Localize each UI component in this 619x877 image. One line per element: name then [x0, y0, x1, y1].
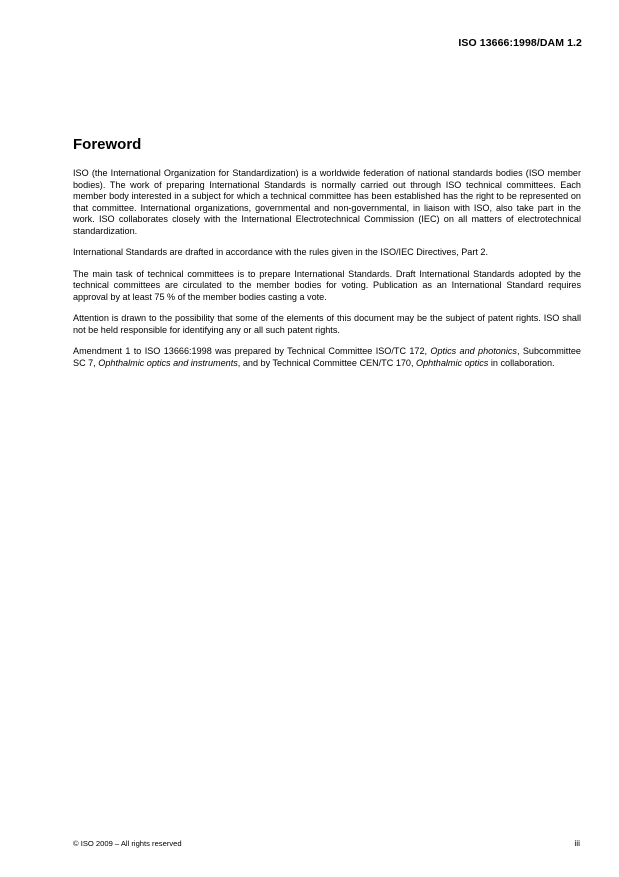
foreword-paragraph-amendment [73, 346, 581, 369]
foreword-paragraph-patents: Attention is drawn to the possibility that some of the elements of this document may be the subject of patent rights. ISO shall not be held responsible for identifying any or all such patent rights. [73, 313, 581, 335]
copyright-notice: © ISO 2009 – All rights reserved [73, 839, 182, 848]
amendment-text-1: Amendment 1 to ISO 13666:1998 was prepared by Technical Committee ISO/TC 172, [73, 346, 431, 356]
foreword-section [73, 136, 581, 379]
amendment-text-4: in collaboration. [488, 357, 555, 368]
page-number: iii [574, 838, 580, 848]
amendment-text-2: , Subcommittee SC 7, [73, 346, 581, 368]
amendment-cen-committee-name: Ophthalmic optics [416, 357, 489, 368]
foreword-paragraph-iso: ISO (the International Organization for Standardization) is a worldwide federation of national standards bodies (ISO member bodies). The work of preparing International Standards is normally carried out through ISO technical committees. Each member body interested in a subject for which a technical committee has been established has the right to be represented on that committee. International organizations, governmental and non-governmental, in liaison with ISO, also take part in the work. ISO collaborates closely with the International Electrotechnical Commission (IEC) on all matters of electrotechnical standardization. [73, 168, 581, 236]
foreword-title: Foreword [73, 136, 142, 153]
document-reference: ISO 13666:1998/DAM 1.2 [458, 37, 582, 49]
amendment-subcommittee-name: Ophthalmic optics and instruments [98, 357, 238, 368]
amendment-text-3: , and by Technical Committee CEN/TC 170, [237, 357, 417, 368]
amendment-committee-name: Optics and photonics [430, 346, 517, 356]
foreword-paragraph-committees: The main task of technical committees is to prepare International Standards. Draft International Standards adopted by the technical committees are circulated to the member bodies for voting. Publication as an International Standard requires approval by at least 75 % of the member bodies casting a vote. [73, 268, 581, 302]
foreword-paragraph-directives: International Standards are drafted in accordance with the rules given in the ISO/IEC Directives, Part 2. [73, 247, 488, 257]
